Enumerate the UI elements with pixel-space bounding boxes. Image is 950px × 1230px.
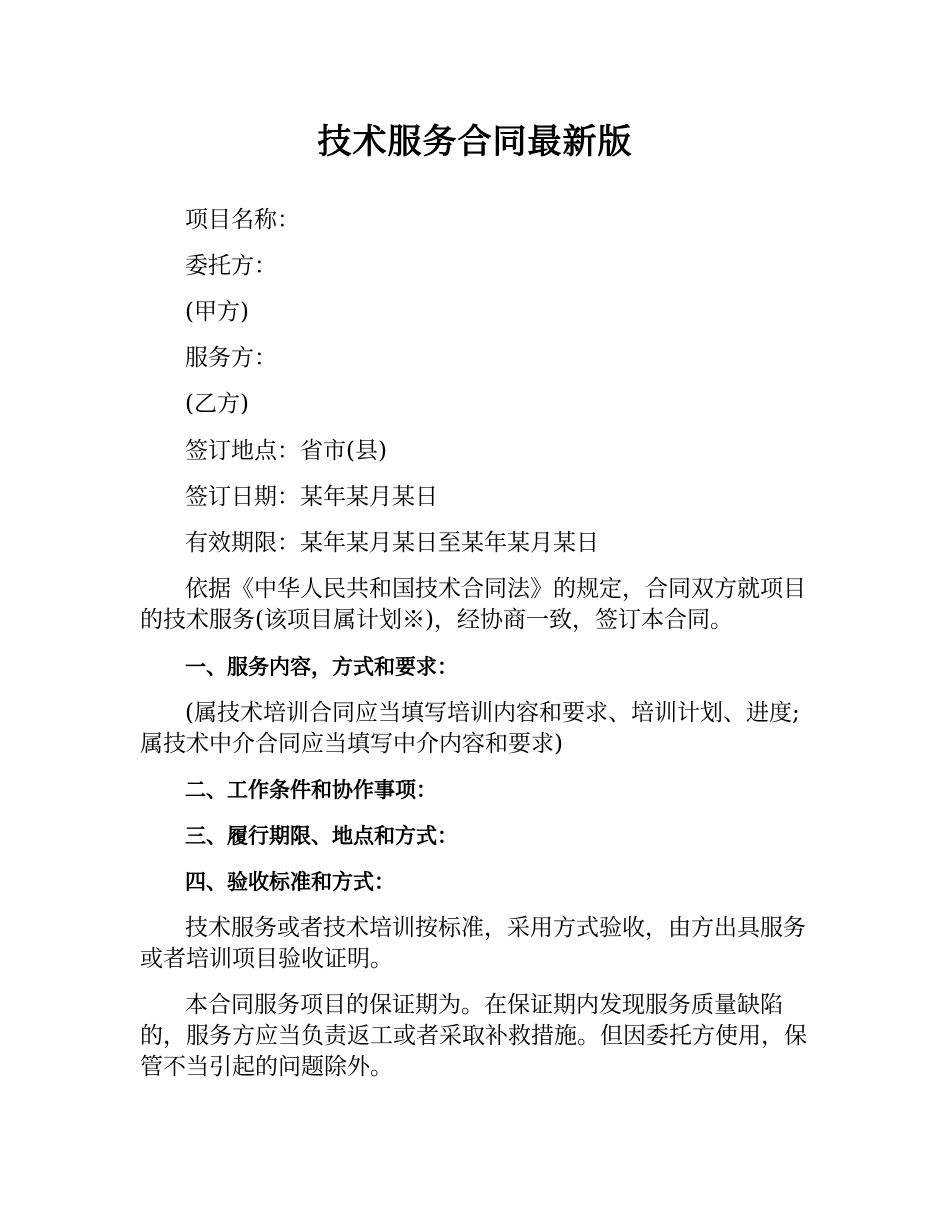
field-validity: 有效期限：某年某月某日至某年某月某日 [185, 530, 599, 556]
section-2-heading: 二、工作条件和协作事项： [185, 778, 437, 802]
field-provider: 服务方： [185, 345, 277, 371]
field-party-b: (乙方) [185, 391, 249, 417]
field-project-name: 项目名称： [185, 207, 300, 233]
section-4-heading: 四、验收标准和方式： [185, 870, 395, 894]
section-1-heading: 一、服务内容，方式和要求： [185, 655, 458, 679]
section-4-body-1: 技术服务或者技术培训按标准，采用方式验收，由方出具服务或者培训项目验收证明。 [140, 915, 806, 972]
section-3-heading: 三、履行期限、地点和方式： [185, 824, 458, 848]
document-title: 技术服务合同最新版 [317, 122, 633, 162]
field-party-a: (甲方) [185, 299, 249, 325]
section-1-body: (属技术培训合同应当填写培训内容和要求、培训计划、进度;属技术中介合同应当填写中介内容和要求) [140, 700, 800, 757]
field-client: 委托方： [185, 253, 277, 279]
section-4-body-2: 本合同服务项目的保证期为。在保证期内发现服务质量缺陷的，服务方应当负责返工或者采取补救措施。但因委托方使用，保管不当引起的问题除外。 [140, 992, 807, 1080]
field-signing-place: 签订地点：省市(县) [185, 438, 387, 464]
intro-paragraph: 依据《中华人民共和国技术合同法》的规定，合同双方就项目的技术服务(该项目属计划※)，经协商一致，签订本合同。 [140, 576, 806, 633]
field-signing-date: 签订日期：某年某月某日 [185, 484, 438, 510]
